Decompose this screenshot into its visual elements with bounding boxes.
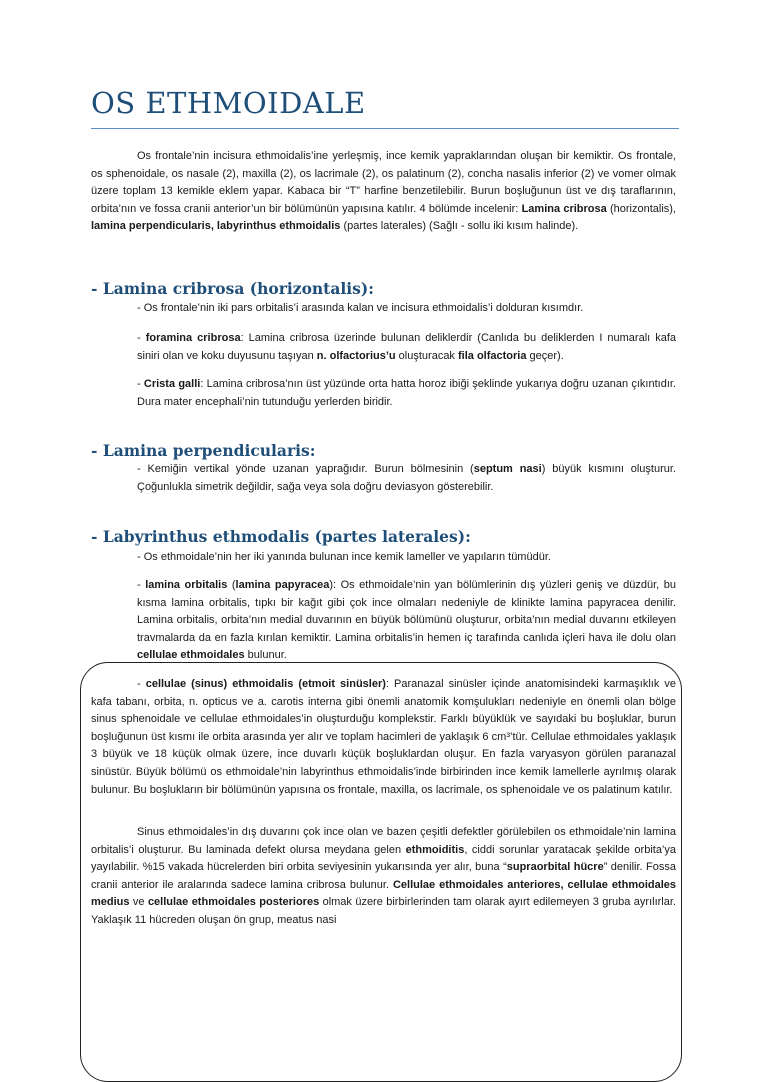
term-crista-galli: Crista galli <box>143 378 201 390</box>
paragraph-text: - <box>137 378 144 390</box>
paragraph-text: Sinus ethmoidales’in dış duvarını çok ince olan ve bazen çeşitli defektler görülebilen os ethmoidale’nin lamina orbitalis’i oluşturur. Bu laminada defekt olursa meydana gelen <box>91 826 676 856</box>
section-heading-labyrinthus: - Labyrinthus ethmodalis (partes laterales): <box>91 527 471 546</box>
section-heading-lamina-cribrosa: - Lamina cribrosa (horizontalis): <box>91 279 374 298</box>
term-fila-olfactoria: fila olfactoria <box>458 349 527 362</box>
paragraph-text: , ciddi sorunlar yaratacak şekilde orbita’ya yayılabilir. %15 vakada hücrelerden biri orbita seviyesinin yukarısında yer alır, buna “ <box>91 843 676 874</box>
paragraph-text: ) büyük kısmını oluşturur. Çoğunlukla simetrik değildir, sağa veya sola doğru deviasyon gösterebilir. <box>137 463 676 493</box>
paragraph-text: : Lamina cribrosa üzerinde bulunan deliklerdir (Canlıda bu deliklerden I numaralı kafa siniri olan ve koku duyusunu taşıyan <box>137 332 676 362</box>
paragraph-text: ve <box>129 896 148 909</box>
labyrinthus-paragraph-1: - Os ethmoidale’nin her iki yanında bulunan ince kemik lameller ve yapıların tümüdür. <box>137 551 551 563</box>
paragraph-text: - Kemiğin vertikal yönde uzanan yaprağıdır. Burun bölmesinin ( <box>137 463 474 475</box>
intro-text: (horizontalis), <box>606 202 676 215</box>
term-foramina-cribrosa: foramina cribrosa <box>145 332 241 344</box>
paragraph-text: ( <box>227 579 236 591</box>
sinus-ethmoidales-paragraph <box>91 824 676 930</box>
foramina-cribrosa-paragraph <box>137 330 676 365</box>
page-title: OS ETHMOIDALE <box>91 86 366 120</box>
term-septum-nasi: septum nasi <box>473 463 542 475</box>
paragraph-text: bulunur. <box>244 649 287 662</box>
paragraph-text: olmak üzere birbirlerinden tam olarak ayırt edilemeyen 3 gruba ayrılırlar. Yaklaşık 11 hücreden oluşan ön grup, meatus nasi <box>91 896 676 926</box>
term-ethmoiditis: ethmoiditis <box>405 843 465 856</box>
intro-text: Os frontale’nin incisura ethmoidalis’ine yerleşmiş, ince kemik yapraklarından oluşan bir kemiktir. Os frontale, os sphenoidale, os nasale (2), maxilla (2), os lacrimale (2), os palatinum (2), concha nasalis inferior (2) ve vomer olmak üzere toplam 13 kemikle eklem yapar. Kabaca bir “T” harfine benzetilebilir. Burun boşluğunun üst ve dış taraflarının, orbita’nın ve fossa cranii anterior’un bir bölümünün yapısına katılır. 4 bölümde incelenir: <box>91 150 676 215</box>
lamina-cribrosa-paragraph-1: - Os frontale’nin iki pars orbitalis’i arasında kalan ve incisura ethmoidalis’i dolduran kısımdır. <box>137 302 584 314</box>
cellulae-ethmoidalis-paragraph <box>91 676 676 799</box>
lamina-orbitalis-paragraph <box>137 577 676 665</box>
intro-bold-parts: lamina perpendicularis, labyrinthus ethmoidalis <box>91 220 341 233</box>
term-lamina-papyracea: lamina papyracea <box>235 579 330 591</box>
lamina-perpendicularis-paragraph <box>137 461 676 496</box>
term-lamina-orbitalis: lamina orbitalis <box>145 579 228 591</box>
section-heading-lamina-perpendicularis: - Lamina perpendicularis: <box>91 441 316 460</box>
term-cellulae-sinus-ethmoidalis: cellulae (sinus) ethmoidalis (etmoit sinüsler) <box>145 678 386 690</box>
paragraph-text: - <box>137 678 146 690</box>
intro-bold-lamina-cribrosa: Lamina cribrosa <box>521 202 607 215</box>
term-n-olfactorius: n. olfactorius’u <box>316 349 396 362</box>
paragraph-text: ” denilir. Fossa cranii anterior ile aralarında sadece lamina cribrosa bulunur. <box>91 861 677 891</box>
term-cellulae-ethmoidales: cellulae ethmoidales <box>137 649 245 662</box>
term-supraorbital-hucre: supraorbital hücre <box>506 861 604 874</box>
paragraph-text: oluşturacak <box>395 349 458 362</box>
title-underline <box>91 128 679 129</box>
intro-text: (partes laterales) (Sağlı - sollu iki kısım halinde). <box>340 220 579 233</box>
paragraph-text: ): Os ethmoidale’nin yan bölümlerinin dış yüzleri geniş ve düzdür, bu kısma lamina orbitalis, tıpkı bir kağıt gibi çok ince olmaları nedeniyle de klinikte lamina papyracea denilir. Lamina orbitalis, orbita’nın medial duvarının en büyük bölümünü oluşturur, orbita’nın medial duvarını etkileyen travmalarda da en fazla kırılan kemiktir. Lamina orbitalis’in hemen iç tarafında canlıda içleri hava ile dolu olan <box>137 579 676 644</box>
paragraph-text: - <box>137 579 146 591</box>
term-cellulae-anteriores-medius: Cellulae ethmoidales anteriores, cellulae ethmoidales medius <box>91 878 676 909</box>
paragraph-text: : Paranazal sinüsler içinde anatomisindeki karmaşıklık ve kafa tabanı, orbita, n. opticus ve a. carotis interna gibi önemli anatomik komşulukları nedeniyle en önemli olan bölge sinus sphenoidale ve cellulae ethmoidales’in oluşturduğu komplekstir. Farklı büyüklük ve sayıdaki bu boşluklar, burun boşluğunun üst kısmı ile orbita arasında yer alır ve toplam hacimleri de yaklaşık 6 cm³’tür. Cellulae ethmoidales yaklaşık 3 büyük ve 18 küçük olmak üzere, ince duvarlı küçük boşluklardan oluşur. En fazla varyasyon görülen paranazal sinüstür. Büyük bölümü os ethmoidale’nin labyrinthus ethmoidalis’inde birbirinden ince kemik lamellerle ayrılmış olarak bulunur. Bu boşlukların bir bölümünün yapısına os frontale, maxilla, os lacrimale, os sphenoidale ve os palatinum katılır. <box>91 678 676 796</box>
intro-paragraph <box>91 148 676 236</box>
paragraph-text: - <box>137 332 146 344</box>
paragraph-text: : Lamina cribrosa’nın üst yüzünde orta hatta horoz ibiği şeklinde yukarıya doğru uzanan çıkıntıdır. Dura mater encephali’nin tutunduğu yerlerden biridir. <box>137 378 676 408</box>
crista-galli-paragraph <box>137 376 676 411</box>
paragraph-text: geçer). <box>526 349 564 362</box>
term-cellulae-posteriores: cellulae ethmoidales posteriores <box>147 896 320 909</box>
